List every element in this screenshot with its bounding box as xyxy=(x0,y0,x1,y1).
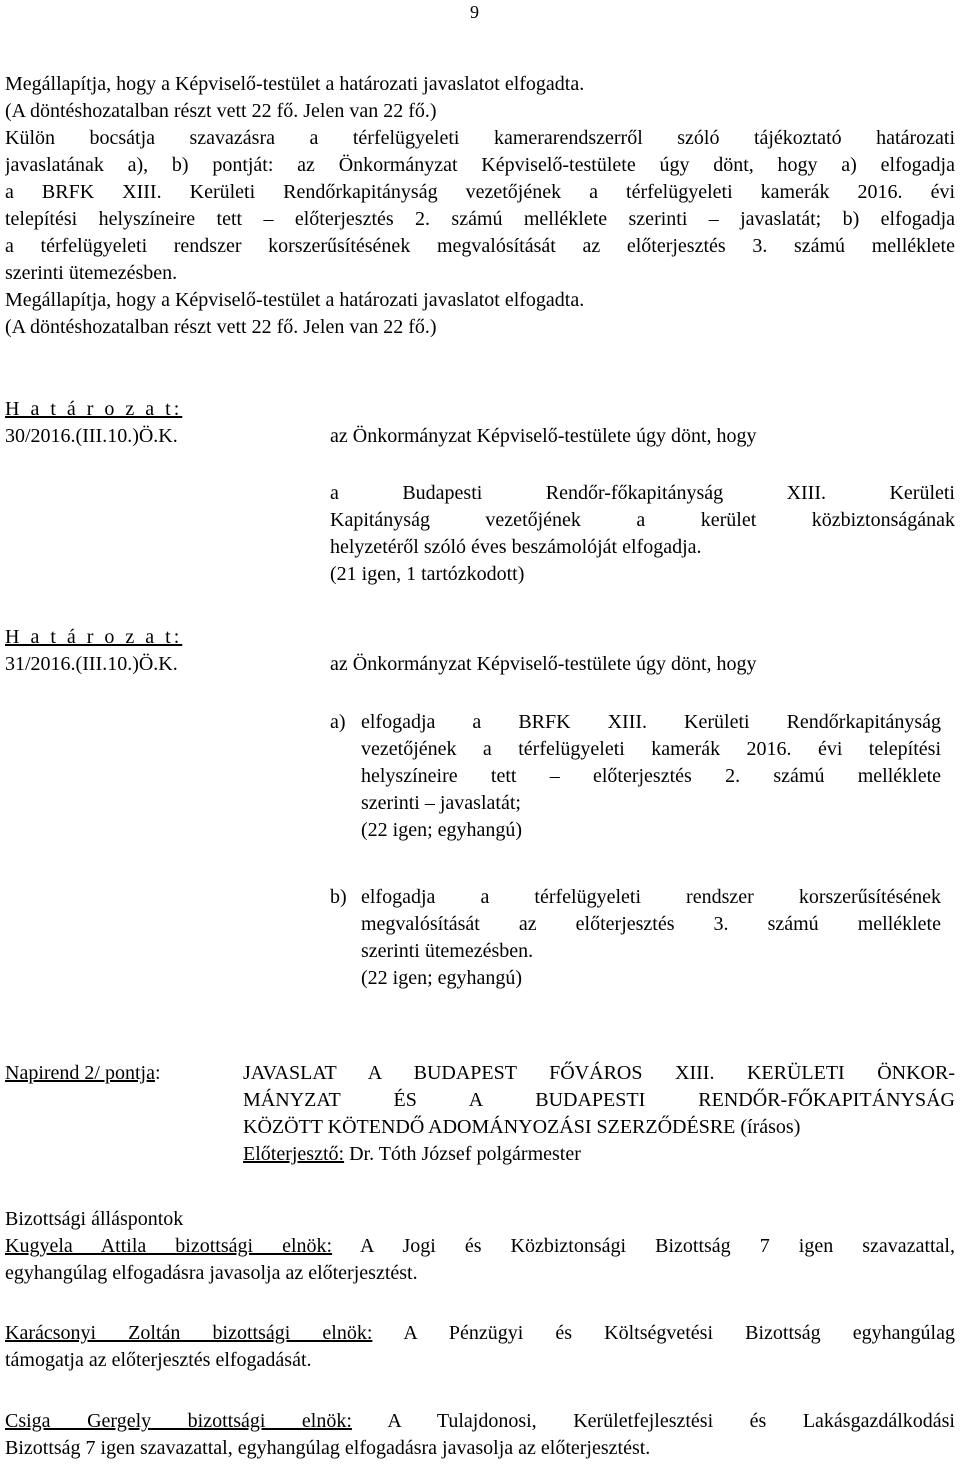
committee-chair-name: Csiga Gergely bizottsági elnök: xyxy=(5,1410,352,1432)
agenda-label-text: Napirend 2/ pontja xyxy=(5,1062,155,1084)
intro-line: a BRFK XIII. Kerületi Rendőrkapitányság vezetőjének a térfelügyeleti kamerák 2016. évi xyxy=(5,181,955,203)
committee-line xyxy=(5,1320,955,1347)
intro-line: a térfelügyeleti rendszer korszerűsítésének megvalósítását az előterjesztés 3. számú melléklete xyxy=(5,235,955,257)
resolution-1-line: helyzetéről szóló éves beszámolóját elfogadja. xyxy=(330,536,702,558)
item-a-line: vezetőjének a térfelügyeleti kamerák 2016. évi telepítési xyxy=(361,738,941,760)
resolution-1-line: Kapitányság vezetőjének a kerület közbiztonságának xyxy=(330,509,955,531)
page-number: 9 xyxy=(470,2,479,22)
resolution-2-intro: az Önkormányzat Képviselő-testülete úgy dönt, hogy xyxy=(330,653,757,675)
committee-entry xyxy=(5,1233,955,1287)
resolution-2-number: 31/2016.(III.10.)Ö.K. xyxy=(5,653,178,675)
committee-chair-name: Kugyela Attila bizottsági elnök: xyxy=(5,1235,333,1257)
committee-statement: A Jogi és Közbiztonsági Bizottság 7 igen szavazattal, xyxy=(332,1235,955,1257)
agenda-label-colon: : xyxy=(154,1062,161,1084)
presenter-name: Dr. Tóth József polgármester xyxy=(344,1143,581,1165)
item-b-vote: (22 igen; egyhangú) xyxy=(361,967,523,989)
item-a-text xyxy=(361,709,941,844)
committee-line: egyhangúlag elfogadásra javasolja az előterjesztést. xyxy=(5,1262,418,1284)
agenda-label xyxy=(5,1060,161,1087)
committee-chair-name: Karácsonyi Zoltán bizottsági elnök: xyxy=(5,1322,373,1344)
intro-line: (A döntéshozatalban részt vett 22 fő. Jelen van 22 fő.) xyxy=(5,316,437,338)
resolution-1-heading: H a t á r o z a t: xyxy=(5,398,183,420)
committee-entry xyxy=(5,1320,955,1374)
item-a-line: szerinti – javaslatát; xyxy=(361,792,521,814)
committee-statement: A Tulajdonosi, Kerületfejlesztési és Lakásgazdálkodási xyxy=(351,1410,955,1432)
intro-line: javaslatának a), b) pontját: az Önkormányzat Képviselő-testülete úgy dönt, hogy a) elfogadja xyxy=(5,154,955,176)
committee-entry xyxy=(5,1408,955,1462)
item-a-marker: a) xyxy=(330,711,346,733)
committee-line: Bizottság 7 igen szavazattal, egyhangúlag elfogadásra javasolja az előterjesztést. xyxy=(5,1437,651,1459)
intro-paragraph xyxy=(5,71,955,341)
intro-line: szerinti ütemezésben. xyxy=(5,262,178,284)
resolution-1-text xyxy=(330,480,955,588)
intro-line: Külön bocsátja szavazásra a térfelügyeleti kamerarendszerről szóló tájékoztató határozati xyxy=(5,127,955,149)
agenda-title xyxy=(243,1060,955,1168)
intro-line: Megállapítja, hogy a Képviselő-testület a határozati javaslatot elfogadta. xyxy=(5,73,585,95)
intro-line: telepítési helyszíneire tett – előterjesztés 2. számú melléklete szerinti – javaslatát; b) elfogadja xyxy=(5,208,955,230)
item-b-line: elfogadja a térfelügyeleti rendszer korszerűsítésének xyxy=(361,886,941,908)
committee-line xyxy=(5,1408,955,1435)
item-b-line: szerinti ütemezésben. xyxy=(361,940,534,962)
resolution-1-line: a Budapesti Rendőr-főkapitányság XIII. Kerületi xyxy=(330,482,955,504)
agenda-title-line: KÖZÖTT KÖTENDŐ ADOMÁNYOZÁSI SZERZŐDÉSRE (írásos) xyxy=(243,1116,801,1138)
resolution-1-vote: (21 igen, 1 tartózkodott) xyxy=(330,563,525,585)
committee-line: támogatja az előterjesztés elfogadását. xyxy=(5,1349,312,1371)
agenda-title-line: JAVASLAT A BUDAPEST FŐVÁROS XIII. KERÜLETI ÖNKOR- xyxy=(243,1062,955,1084)
item-b-text xyxy=(361,884,941,992)
resolution-2-heading: H a t á r o z a t: xyxy=(5,626,183,648)
committees-heading: Bizottsági álláspontok xyxy=(5,1208,184,1230)
presenter-label: Előterjesztő: xyxy=(243,1143,345,1165)
item-b-marker: b) xyxy=(330,886,347,908)
resolution-1-number: 30/2016.(III.10.)Ö.K. xyxy=(5,425,178,447)
intro-line: (A döntéshozatalban részt vett 22 fő. Jelen van 22 fő.) xyxy=(5,100,437,122)
item-a-line: helyszíneire tett – előterjesztés 2. számú melléklete xyxy=(361,765,941,787)
committee-line xyxy=(5,1233,955,1260)
item-b-line: megvalósítását az előterjesztés 3. számú melléklete xyxy=(361,913,941,935)
committee-statement: A Pénzügyi és Költségvetési Bizottság egyhangúlag xyxy=(372,1322,955,1344)
resolution-1-intro: az Önkormányzat Képviselő-testülete úgy dönt, hogy xyxy=(330,425,757,447)
item-a-line: elfogadja a BRFK XIII. Kerületi Rendőrkapitányság xyxy=(361,711,941,733)
item-a-vote: (22 igen; egyhangú) xyxy=(361,819,523,841)
agenda-presenter xyxy=(243,1141,955,1168)
intro-line: Megállapítja, hogy a Képviselő-testület a határozati javaslatot elfogadta. xyxy=(5,289,585,311)
agenda-title-line: MÁNYZAT ÉS A BUDAPESTI RENDŐR-FŐKAPITÁNYSÁG xyxy=(243,1089,955,1111)
